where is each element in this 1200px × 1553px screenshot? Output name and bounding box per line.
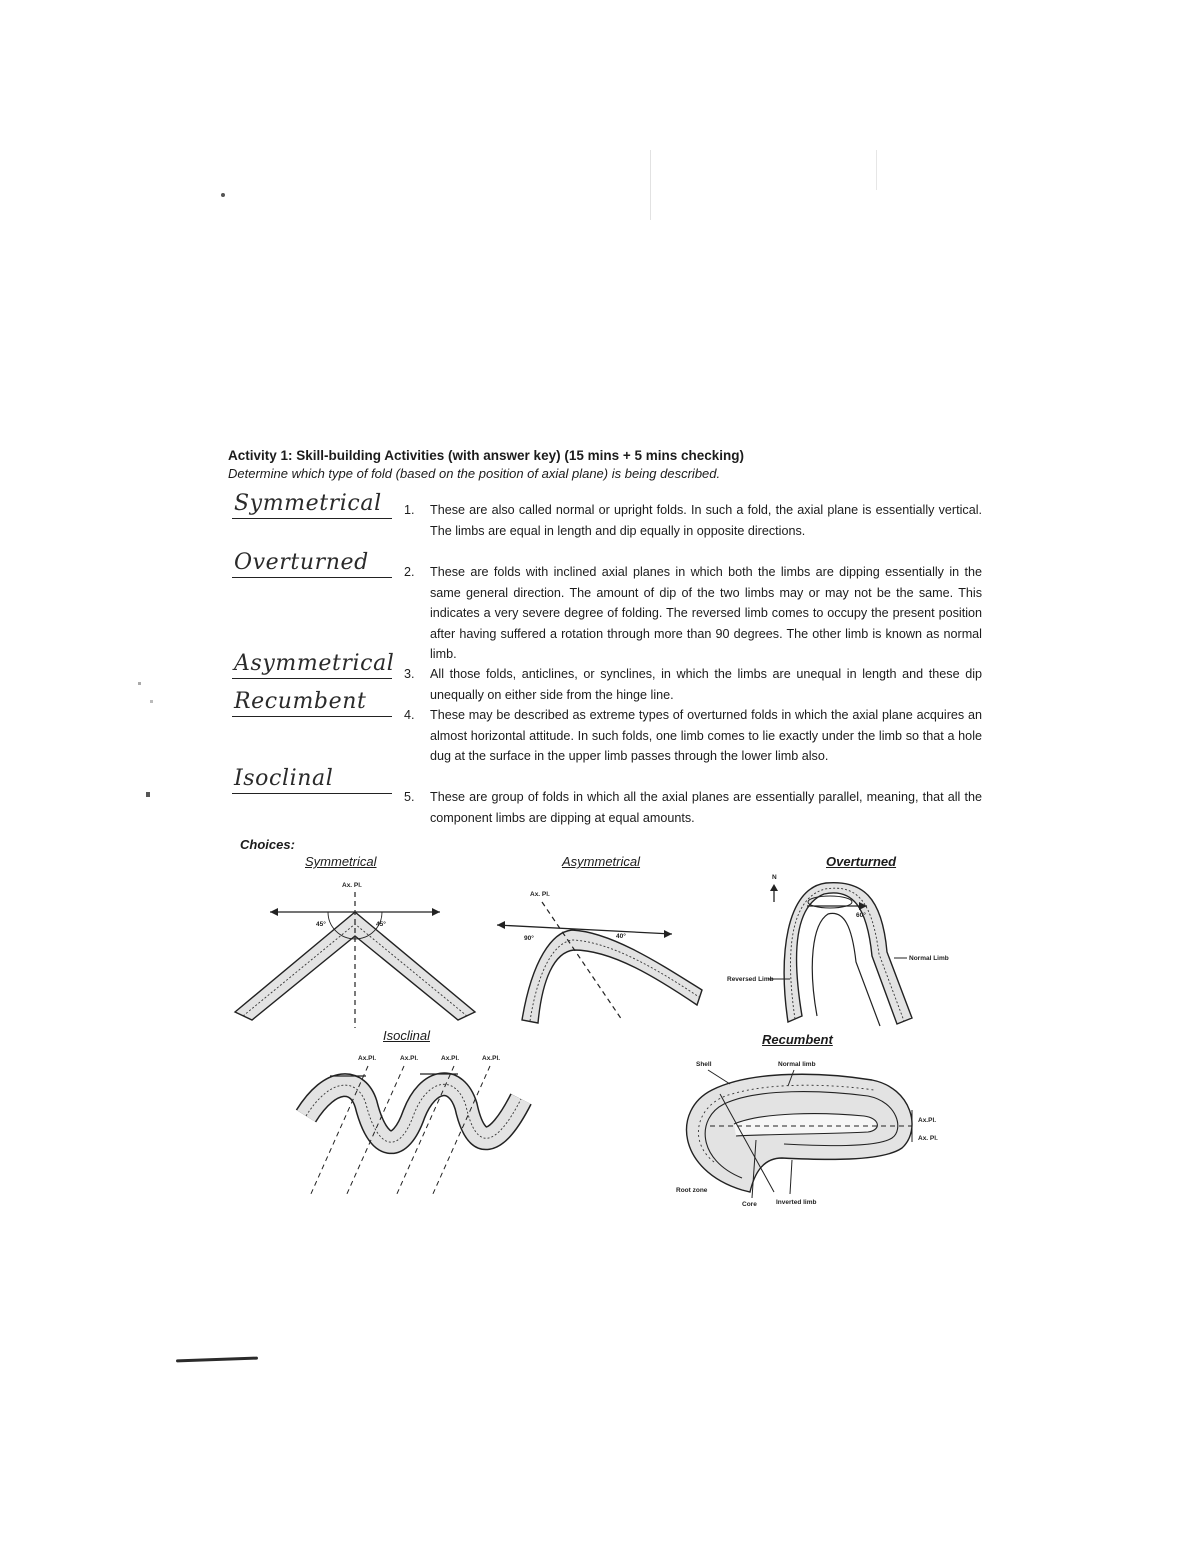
core-label: Core <box>742 1201 757 1208</box>
answer-blank-1 <box>232 490 392 519</box>
axial-plane-label-2: Ax.Pl. <box>400 1055 419 1062</box>
diagram-label-isoclinal: Isoclinal <box>383 1028 430 1043</box>
item-number: 2. <box>404 565 415 579</box>
axial-plane-label-4: Ax.Pl. <box>482 1055 501 1062</box>
angle-label: 60° <box>856 912 866 919</box>
scan-dot <box>146 792 150 797</box>
answer-handwriting-4: Recumbent <box>234 689 367 714</box>
item-text: These may be described as extreme types of overturned folds in which the axial plane acquires an almost horizontal attitude. In such folds, one limb comes to lie exactly under the limb so that a hole dug at the surface in the upper limb passes through the lower limb also. <box>430 708 982 763</box>
item-number: 5. <box>404 790 415 804</box>
north-arrow-head <box>770 884 778 891</box>
activity-instruction: Determine which type of fold (based on the position of axial plane) is being described. <box>228 466 721 481</box>
shell-pointer <box>708 1070 730 1084</box>
axial-plane-label-1: Ax.Pl. <box>918 1117 937 1124</box>
item-number: 3. <box>404 667 415 681</box>
arrow-head-left <box>270 908 278 916</box>
arrow-head-right <box>664 930 672 938</box>
question-item-3 <box>404 664 982 705</box>
answer-handwriting-5: Isoclinal <box>234 766 334 791</box>
arrow-head-right <box>432 908 440 916</box>
isoclinal-fold-diagram <box>296 1044 536 1204</box>
scan-line <box>650 150 651 220</box>
normal-limb-label: Normal Limb <box>909 955 949 962</box>
scan-speck <box>221 193 225 197</box>
answer-handwriting-1: Symmetrical <box>234 491 382 516</box>
angle-label-right: 40° <box>616 933 626 940</box>
item-text: These are group of folds in which all the axial planes are essentially parallel, meaning, that all the component limbs are dipping at equal amounts. <box>430 790 982 825</box>
fold-outer-band <box>784 883 912 1024</box>
activity-title: Activity 1: Skill-building Activities (with answer key) (15 mins + 5 mins checking) <box>228 448 745 463</box>
question-item-5 <box>404 787 982 828</box>
item-text: These are folds with inclined axial planes in which both the limbs are dipping essentially in the same general direction. The amount of dip of the two limbs may or may not be the same. This indicates a very severe degree of folding. The reversed limb comes to occupy the present position after having suffered a rotation through more than 90 degrees. The other limb is known as normal limb. <box>430 565 982 661</box>
scan-dot <box>138 682 141 685</box>
question-item-1 <box>404 500 982 541</box>
axial-plane-label: Ax. Pl. <box>342 882 362 889</box>
axial-plane-label-3: Ax.Pl. <box>441 1055 460 1062</box>
scan-dot <box>150 700 153 703</box>
answer-blank-2 <box>232 549 392 578</box>
overturned-fold-diagram <box>722 866 972 1036</box>
question-item-2 <box>404 562 982 665</box>
item-number: 1. <box>404 503 415 517</box>
fold-outer-band <box>522 930 702 1023</box>
angle-label-right: 45° <box>376 921 386 928</box>
angle-label-left: 90° <box>524 935 534 942</box>
root-zone-label: Root zone <box>676 1187 708 1194</box>
axial-plane-label-2: Ax. Pl. <box>918 1135 938 1142</box>
recumbent-fold-diagram <box>672 1050 952 1210</box>
north-label: N <box>772 874 777 881</box>
item-text: All those folds, anticlines, or synclines, in which the limbs are unequal in length and these dip unequally on either side from the hinge line. <box>430 667 982 702</box>
answer-handwriting-3: Asymmetrical <box>234 651 395 676</box>
item-number: 4. <box>404 708 415 722</box>
asymmetrical-fold-diagram <box>492 870 702 1030</box>
symmetrical-fold-diagram <box>230 870 480 1030</box>
axial-plane-label: Ax. Pl. <box>530 891 550 898</box>
arrow-head-left <box>497 921 505 929</box>
scan-line <box>876 150 877 190</box>
answer-handwriting-2: Overturned <box>234 550 369 575</box>
shell-label: Shell <box>696 1061 712 1068</box>
normal-limb-label: Normal limb <box>778 1061 816 1068</box>
inverted-limb-label: Inverted limb <box>776 1199 817 1206</box>
axial-plane-label-1: Ax.Pl. <box>358 1055 377 1062</box>
answer-blank-4 <box>232 688 392 717</box>
reversed-limb-label: Reversed Limb <box>727 976 774 983</box>
page-edge-stroke <box>176 1357 258 1363</box>
question-item-4 <box>404 705 982 767</box>
diagram-label-symmetrical: Symmetrical <box>305 854 377 869</box>
angle-label-left: 45° <box>316 921 326 928</box>
choices-heading: Choices: <box>240 837 295 852</box>
diagram-label-asymmetrical: Asymmetrical <box>562 854 641 869</box>
diagram-label-recumbent: Recumbent <box>762 1032 833 1047</box>
answer-blank-3 <box>232 650 395 679</box>
answer-blank-5 <box>232 765 392 794</box>
diagram-label-overturned: Overturned <box>826 854 897 869</box>
inverted-limb-pointer <box>790 1160 792 1194</box>
item-text: These are also called normal or upright folds. In such a fold, the axial plane is essentially vertical. The limbs are equal in length and dip equally in opposite directions. <box>430 503 982 538</box>
